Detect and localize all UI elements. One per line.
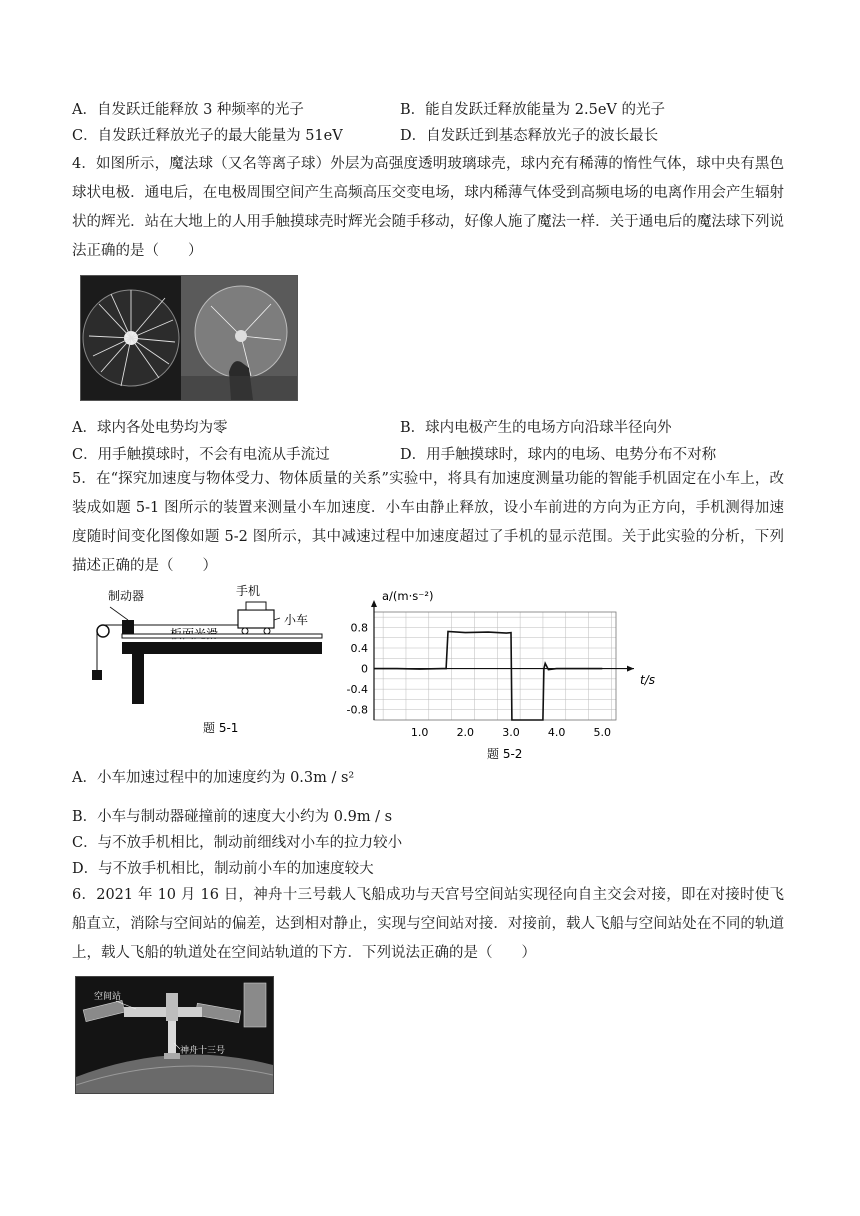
q3-option-c: C．自发跃迁释放光子的最大能量为 51eV: [72, 128, 343, 144]
q5-stem: 5．在“探究加速度与物体受力、物体质量的关系”实验中，将具有加速度测量功能的智能手机固定在小车上，改装成如题 5-1 图所示的装置来测量小车加速度．小车由静止释放，设小车前进的方向为正方向，手机测得加速度随时间变化图像如题 5-2 图所示，其中减速过程中加速度超过了手机的显示范围。关于此实验的分析，下列描述正确的是（ ）: [72, 471, 784, 574]
x-tick-label: 3.0: [502, 726, 520, 739]
acceleration-series-line: [374, 632, 602, 721]
q5-option-d: D．与不放手机相比，制动前小车的加速度较大: [72, 861, 374, 877]
q5-option-a: A．小车加速过程中的加速度约为 0.3m / s²: [72, 770, 355, 786]
x-tick-label: 4.0: [547, 726, 566, 739]
y-tick-label: 0.4: [350, 642, 368, 655]
plasma-ball-image: [81, 276, 297, 400]
brake-label: 制动器: [108, 589, 145, 603]
table-leg: [132, 654, 144, 704]
q3-option-a: A．自发跃迁能释放 3 种频率的光子: [72, 102, 304, 118]
smooth-board: [122, 634, 322, 638]
cart-pointer: [274, 618, 280, 620]
y-tick-label: -0.8: [346, 703, 368, 717]
fig2-caption: 题 5-2: [487, 747, 523, 761]
plasma-ball-photo: [80, 275, 298, 401]
x-tick-label: 5.0: [593, 726, 612, 739]
table-top: [122, 642, 322, 654]
q4-option-b: B．球内电极产生的电场方向沿球半径向外: [400, 420, 672, 436]
y-tick-label: -0.4: [346, 683, 368, 697]
q5-option-c: C．与不放手机相比，制动前细线对小车的拉力较小: [72, 835, 403, 851]
x-tick-label: 2.0: [456, 726, 475, 739]
q4-option-d: D．用手触摸球时，球内的电场、电势分布不对称: [400, 447, 717, 463]
cart-body: [238, 610, 274, 628]
space-station-image: [76, 977, 273, 1093]
q3-option-d: D．自发跃迁到基态释放光子的波长最长: [400, 128, 659, 144]
chart-ylabel: a/(m·s⁻²): [382, 589, 434, 603]
q4-option-c: C．用手触摸球时，不会有电流从手流过: [72, 447, 330, 463]
q4-stem: 4．如图所示，魔法球（又名等离子球）外层为高强度透明玻璃球壳，球内充有稀薄的惰性气体，球中央有黑色球状电极．通电后，在电极周围空间产生高频高压交变电场，球内稀薄气体受到高频电场的电离作用会产生辐射状的辉光．站在大地上的人用手触摸球壳时辉光会随手移动，好像人施了魔法一样．关于通电后的魔法球下列说法正确的是（ ）: [72, 156, 784, 259]
chart-xlabel: t/s: [640, 673, 655, 687]
q4-option-a: A．球内各处电势均为零: [72, 420, 228, 436]
spacecraft-label: 神舟十三号: [180, 1046, 226, 1056]
apparatus-figure: [78, 580, 338, 740]
x-axis-arrow-icon: [627, 666, 634, 672]
cart-label: 小车: [284, 613, 309, 627]
y-tick-label: 0.8: [350, 621, 368, 635]
cart-wheel-left: [242, 628, 248, 634]
y-axis-arrow-icon: [371, 600, 377, 607]
phone-label: 手机: [236, 584, 261, 598]
pulley-icon: [97, 625, 109, 637]
hanging-weight: [92, 670, 102, 680]
plot-frame: [374, 612, 616, 720]
phone-icon: [246, 602, 266, 610]
station-label: 空间站: [94, 992, 122, 1002]
cart-wheel-right: [264, 628, 270, 634]
acceleration-chart: [338, 582, 660, 762]
x-tick-label: 1.0: [410, 726, 429, 739]
q3-option-b: B．能自发跃迁释放能量为 2.5eV 的光子: [400, 102, 665, 118]
y-tick-label: 0: [361, 662, 368, 676]
q6-stem: 6．2021 年 10 月 16 日，神舟十三号载人飞船成功与天宫号空间站实现径向自主交会对接，即在对接时使飞船直立，消除与空间站的偏差，达到相对静止，实现与空间站对接．对接前，载人飞船与空间站处在不同的轨道上，载人飞船的轨道处在空间站轨道的下方．下列说法正确的是（ ）: [72, 887, 784, 961]
brake-pointer: [110, 607, 128, 620]
q5-option-b: B．小车与制动器碰撞前的速度大小约为 0.9m / s: [72, 809, 393, 825]
fig1-caption: 题 5-1: [203, 721, 239, 735]
brake-block: [122, 620, 134, 634]
space-station-photo: [75, 976, 274, 1094]
